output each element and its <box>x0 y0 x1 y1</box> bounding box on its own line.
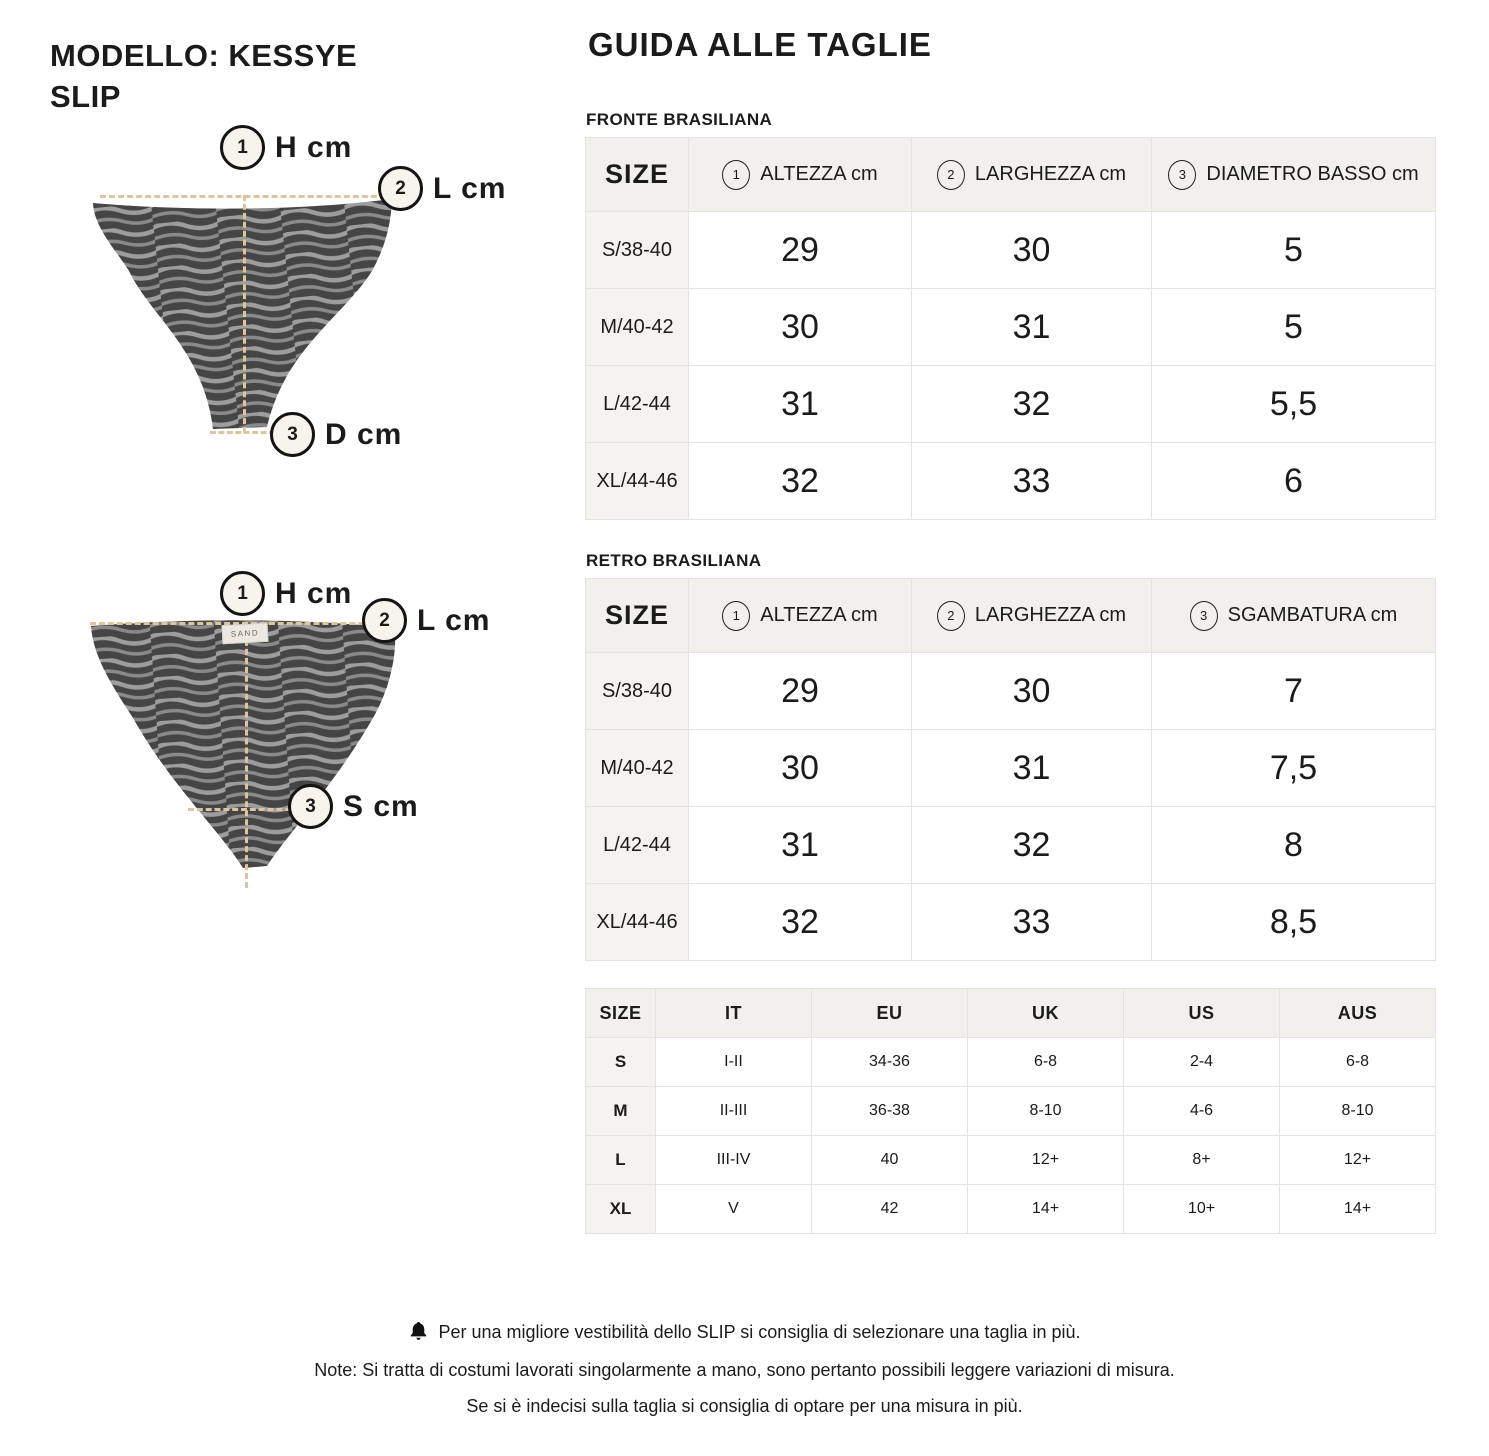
value-cell: 32 <box>689 443 912 520</box>
value-cell: 7,5 <box>1152 730 1436 807</box>
footer-notes <box>0 1320 1489 1432</box>
value-cell: 31 <box>689 366 912 443</box>
value-cell: 30 <box>912 653 1152 730</box>
annotation-label: L cm <box>417 603 491 637</box>
table-row <box>586 884 1436 961</box>
table-row <box>586 366 1436 443</box>
circled-3-icon: 3 <box>270 412 315 457</box>
table-row <box>586 653 1436 730</box>
value-cell: 40 <box>812 1136 968 1185</box>
uk-column-header: UK <box>968 989 1124 1038</box>
back-annotation-h <box>220 571 352 616</box>
annotation-label: H cm <box>275 130 353 164</box>
note-fit-advice <box>0 1320 1489 1344</box>
sgambatura-column-header <box>1152 579 1436 653</box>
larghezza-column-header <box>912 579 1152 653</box>
back-annotation-s <box>288 784 419 829</box>
size-cell: M <box>586 1087 656 1136</box>
size-cell: L <box>586 1136 656 1185</box>
value-cell: 31 <box>689 807 912 884</box>
value-cell: 5 <box>1152 289 1436 366</box>
note-handmade: Note: Si tratta di costumi lavorati singolarmente a mano, sono pertanto possibili leggere variazioni di misura. <box>314 1360 1175 1380</box>
value-cell: 10+ <box>1124 1185 1280 1234</box>
table-header-row <box>586 989 1436 1038</box>
annotation-label: D cm <box>325 417 403 451</box>
size-column-header: SIZE <box>586 579 689 653</box>
value-cell: 30 <box>912 212 1152 289</box>
table-row <box>586 212 1436 289</box>
size-cell: XL/44-46 <box>586 443 689 520</box>
value-cell: 2-4 <box>1124 1038 1280 1087</box>
annotation-label: H cm <box>275 576 353 610</box>
value-cell: 14+ <box>968 1185 1124 1234</box>
circled-1-icon: 1 <box>220 125 265 170</box>
table-row <box>586 1185 1436 1234</box>
value-cell: 14+ <box>1280 1185 1436 1234</box>
front-annotation-h <box>220 125 352 170</box>
value-cell: II-III <box>656 1087 812 1136</box>
value-cell: 32 <box>912 807 1152 884</box>
circled-2-icon: 2 <box>937 160 965 190</box>
value-cell: 6-8 <box>1280 1038 1436 1087</box>
circled-1-icon: 1 <box>722 601 750 631</box>
value-cell: 8,5 <box>1152 884 1436 961</box>
size-column-header: SIZE <box>586 138 689 212</box>
value-cell: 5 <box>1152 212 1436 289</box>
value-cell: 42 <box>812 1185 968 1234</box>
front-bottom-measure-line <box>210 431 275 434</box>
value-cell: 31 <box>912 730 1152 807</box>
value-cell: 33 <box>912 884 1152 961</box>
front-table-title: FRONTE BRASILIANA <box>586 110 773 129</box>
value-cell: 6-8 <box>968 1038 1124 1087</box>
table-header-row <box>586 579 1436 653</box>
circled-1-icon: 1 <box>722 160 750 190</box>
value-cell: 30 <box>689 730 912 807</box>
front-width-measure-line <box>100 195 395 198</box>
value-cell: 4-6 <box>1124 1087 1280 1136</box>
value-cell: 8-10 <box>968 1087 1124 1136</box>
size-column-header: SIZE <box>586 989 656 1038</box>
back-height-measure-line <box>245 622 248 888</box>
value-cell: 12+ <box>968 1136 1124 1185</box>
size-cell: S/38-40 <box>586 212 689 289</box>
size-cell: L/42-44 <box>586 366 689 443</box>
size-cell: M/40-42 <box>586 289 689 366</box>
size-cell: XL/44-46 <box>586 884 689 961</box>
value-cell: 6 <box>1152 443 1436 520</box>
diametro-column-header <box>1152 138 1436 212</box>
back-annotation-l <box>362 598 490 643</box>
value-cell: 29 <box>689 212 912 289</box>
column-label: SGAMBATURA cm <box>1227 604 1398 626</box>
size-cell: S <box>586 1038 656 1087</box>
table-row <box>586 730 1436 807</box>
size-cell: XL <box>586 1185 656 1234</box>
circled-3-icon: 3 <box>1190 601 1218 631</box>
value-cell: 33 <box>912 443 1152 520</box>
value-cell: 31 <box>912 289 1152 366</box>
size-cell: S/38-40 <box>586 653 689 730</box>
front-annotation-d <box>270 412 402 457</box>
circled-3-icon: 3 <box>1168 160 1196 190</box>
note-text: Per una migliore vestibilità dello SLIP si consiglia di selezionare una taglia in più. <box>438 1321 1081 1342</box>
altezza-column-header <box>689 138 912 212</box>
annotation-label: L cm <box>433 171 507 205</box>
larghezza-column-header <box>912 138 1152 212</box>
column-label: LARGHEZZA cm <box>974 163 1127 185</box>
size-cell: L/42-44 <box>586 807 689 884</box>
table-row <box>586 1087 1436 1136</box>
circled-1-icon: 1 <box>220 571 265 616</box>
size-cell: M/40-42 <box>586 730 689 807</box>
table-row <box>586 289 1436 366</box>
altezza-column-header <box>689 579 912 653</box>
back-measurements-table <box>585 578 1436 961</box>
value-cell: 34-36 <box>812 1038 968 1087</box>
circled-2-icon: 2 <box>362 598 407 643</box>
note-size-up: Se si è indecisi sulla taglia si consiglia di optare per una misura in più. <box>466 1396 1023 1416</box>
value-cell: 7 <box>1152 653 1436 730</box>
value-cell: 8+ <box>1124 1136 1280 1185</box>
value-cell: 32 <box>689 884 912 961</box>
aus-column-header: AUS <box>1280 989 1436 1038</box>
bell-icon <box>408 1320 429 1344</box>
brand-tag: SAND <box>222 623 269 644</box>
table-row <box>586 443 1436 520</box>
column-label: LARGHEZZA cm <box>974 604 1127 626</box>
size-conversion-table <box>585 988 1436 1234</box>
circled-3-icon: 3 <box>288 784 333 829</box>
it-column-header: IT <box>656 989 812 1038</box>
column-label: ALTEZZA cm <box>760 604 878 626</box>
value-cell: 32 <box>912 366 1152 443</box>
value-cell: 12+ <box>1280 1136 1436 1185</box>
table-row <box>586 1136 1436 1185</box>
table-row <box>586 1038 1436 1087</box>
front-height-measure-line <box>243 195 246 433</box>
value-cell: V <box>656 1185 812 1234</box>
eu-column-header: EU <box>812 989 968 1038</box>
column-label: ALTEZZA cm <box>760 163 878 185</box>
value-cell: I-II <box>656 1038 812 1087</box>
annotation-label: S cm <box>343 789 419 823</box>
front-diagram <box>60 125 540 465</box>
back-table-title: RETRO BRASILIANA <box>586 551 762 570</box>
value-cell: 36-38 <box>812 1087 968 1136</box>
table-row <box>586 807 1436 884</box>
model-title: MODELLO: KESSYE SLIP <box>50 38 358 114</box>
circled-2-icon: 2 <box>378 166 423 211</box>
value-cell: 8-10 <box>1280 1087 1436 1136</box>
value-cell: III-IV <box>656 1136 812 1185</box>
front-annotation-l <box>378 166 506 211</box>
us-column-header: US <box>1124 989 1280 1038</box>
value-cell: 29 <box>689 653 912 730</box>
column-label: DIAMETRO BASSO cm <box>1206 163 1419 185</box>
table-header-row <box>586 138 1436 212</box>
back-leg-measure-line <box>188 808 300 811</box>
page-title: GUIDA ALLE TAGLIE <box>588 26 932 63</box>
circled-2-icon: 2 <box>937 601 965 631</box>
value-cell: 8 <box>1152 807 1436 884</box>
front-measurements-table <box>585 137 1436 520</box>
back-diagram <box>60 558 540 938</box>
value-cell: 5,5 <box>1152 366 1436 443</box>
value-cell: 30 <box>689 289 912 366</box>
